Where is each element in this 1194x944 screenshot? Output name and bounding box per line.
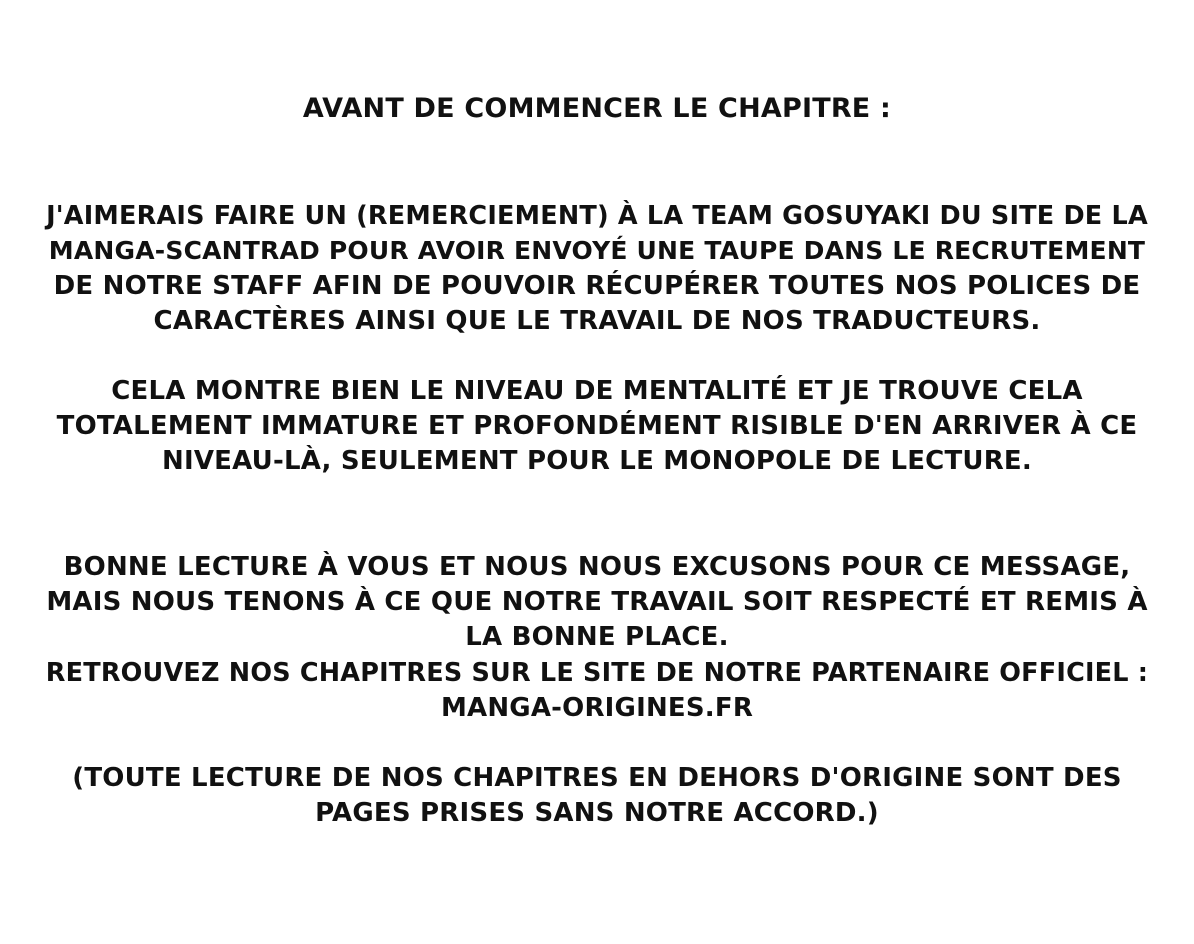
- paragraph-line: NIVEAU-LÀ, SEULEMENT POUR LE MONOPOLE DE LECTURE.: [162, 446, 1032, 476]
- paragraph-line: DE NOTRE STAFF AFIN DE POUVOIR RÉCUPÉRER TOUTES NOS POLICES DE: [53, 271, 1141, 301]
- paragraph-line: TOTALEMENT IMMATURE ET PROFONDÉMENT RISIBLE D'EN ARRIVER À CE: [56, 411, 1138, 441]
- paragraph-line: J'AIMERAIS FAIRE UN (REMERCIEMENT) À LA TEAM GOSUYAKI DU SITE DE LA: [46, 201, 1148, 231]
- paragraph-line: RETROUVEZ NOS CHAPITRES SUR LE SITE DE NOTRE PARTENAIRE OFFICIEL :: [45, 658, 1149, 688]
- paragraph-line: LA BONNE PLACE.: [465, 622, 729, 652]
- paragraph-line: (TOUTE LECTURE DE NOS CHAPITRES EN DEHORS D'ORIGINE SONT DES: [72, 763, 1122, 793]
- paragraph-line: MAIS NOUS TENONS À CE QUE NOTRE TRAVAIL SOIT RESPECTÉ ET REMIS À: [46, 587, 1148, 617]
- page-title: AVANT DE COMMENCER LE CHAPITRE :: [302, 93, 892, 124]
- paragraph-line: CELA MONTRE BIEN LE NIVEAU DE MENTALITÉ ET JE TROUVE CELA: [111, 376, 1083, 406]
- paragraph-line: BONNE LECTURE À VOUS ET NOUS NOUS EXCUSONS POUR CE MESSAGE,: [63, 552, 1131, 582]
- paragraph-line: PAGES PRISES SANS NOTRE ACCORD.): [315, 798, 879, 828]
- paragraph-line: CARACTÈRES AINSI QUE LE TRAVAIL DE NOS TRADUCTEURS.: [153, 306, 1041, 336]
- partner-site: MANGA-ORIGINES.FR: [440, 693, 754, 723]
- paragraph-line: MANGA-SCANTRAD POUR AVOIR ENVOYÉ UNE TAUPE DANS LE RECRUTEMENT: [48, 236, 1146, 265]
